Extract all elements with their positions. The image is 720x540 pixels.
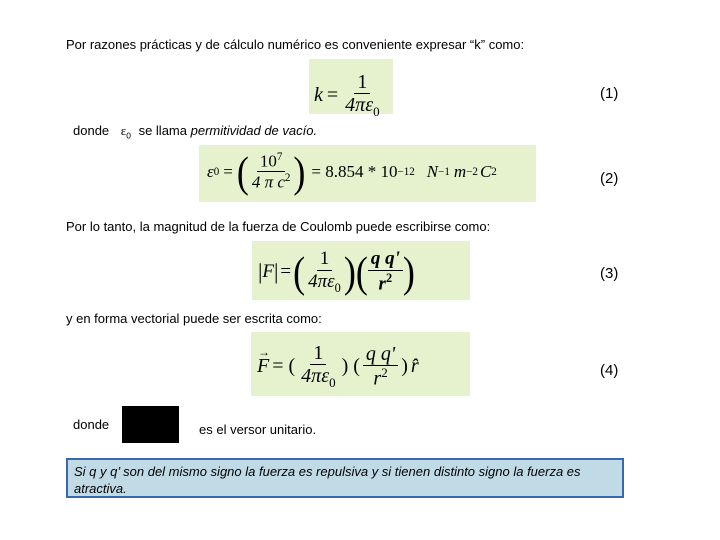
eq2-unit-m: m	[453, 161, 467, 181]
eq2-equals: =	[223, 161, 233, 181]
equation-3: | F | = ( $\frac{1}{4\pi\varepsilon_0}$ ) ( $\frac{\text{q q'}}{r^2}$ )	[252, 241, 470, 300]
equation-4	[251, 332, 470, 396]
eq3-den2: r	[378, 273, 386, 295]
eq2-number: (2)	[600, 170, 619, 187]
permitividad-term: permitividad de vacío.	[190, 123, 318, 138]
eq3-den2-sup: 2	[385, 270, 393, 285]
eq1-den-sub: 0	[373, 104, 380, 119]
eq1-number: (1)	[600, 85, 619, 102]
eq2-unit-m-exp: −2	[466, 165, 478, 178]
eq2-num: 10	[259, 151, 277, 171]
eq3-rparen1: )	[343, 248, 356, 297]
intro-text: Por razones prácticas y de cálculo numérico es conveniente expresar “k” como:	[66, 37, 525, 52]
eq4-fraction-1	[298, 342, 338, 391]
eq1-equals: =	[326, 83, 339, 106]
eq4-end: )	[401, 354, 408, 377]
eq2-unit-c-exp: 2	[491, 165, 497, 178]
donde-label: donde	[73, 123, 110, 138]
eq4-fraction-2	[363, 343, 398, 391]
eq1-lhs: k	[314, 83, 323, 106]
eq3-number: (3)	[600, 265, 619, 282]
eq3-den1-sub: 0	[334, 280, 341, 295]
versor-text: es el versor unitario.	[199, 422, 317, 437]
eq4-den2-sup: 2	[381, 364, 388, 380]
eq4-den1: 4πε	[301, 365, 330, 387]
versor-image-placeholder	[122, 406, 179, 443]
epsilon-symbol: ε	[120, 123, 127, 138]
note-box	[66, 458, 624, 498]
eq1-num: 1	[354, 71, 370, 94]
coulomb-text: Por lo tanto, la magnitud de la fuerza de Coulomb puede escribirse como:	[66, 219, 491, 234]
eq1-fraction	[342, 71, 382, 120]
eq4-num1: 1	[310, 342, 326, 365]
se-llama: se llama	[138, 123, 187, 138]
eq2-den-sup: 2	[284, 172, 291, 185]
eq4-den2: r	[373, 367, 382, 390]
eq2-den: 4 π c	[251, 173, 285, 192]
eq2-rparen: )	[293, 147, 306, 196]
eq4-den1-sub: 0	[329, 375, 336, 390]
eq2-exp: −12	[397, 165, 415, 178]
eq3-abs-left: |	[258, 259, 263, 285]
eq4-mid: ) (	[341, 354, 360, 377]
eq3-rparen2: )	[402, 248, 415, 297]
eq2-lparen: (	[236, 147, 249, 196]
eq3-num2: q q'	[368, 249, 403, 271]
eq2-value: = 8.854 * 10	[311, 161, 398, 181]
eq2-unit-n-exp: −1	[438, 165, 450, 178]
eq2-unit-n: N	[426, 161, 439, 181]
eq4-num2: q q'	[363, 343, 398, 366]
eq4-number: (4)	[600, 362, 619, 379]
eq2-fraction	[249, 151, 294, 193]
eq2-num-sup: 7	[276, 151, 283, 163]
eq3-fraction-1	[305, 249, 344, 295]
eq4-equals: = (	[272, 354, 296, 377]
vector-arrow-icon: →	[258, 344, 270, 359]
eq3-num1: 1	[317, 249, 333, 271]
eq4-rhat: r̂	[410, 354, 419, 377]
eq3-lhs: F	[262, 261, 275, 283]
donde-eps-line	[73, 123, 317, 141]
note-text: Si q y q’ son del mismo signo la fuerza es repulsiva y si tienen distinto signo la fuerza es atractiva.	[74, 464, 581, 496]
eq2-lhs: ε	[207, 161, 214, 181]
eq4-lhs: F	[257, 354, 270, 377]
eq2-lhs-sub: 0	[213, 165, 220, 178]
eq3-den1: 4πε	[308, 270, 335, 292]
eq2-unit-c: C	[479, 161, 492, 181]
epsilon-sub: 0	[126, 130, 131, 141]
equation-2	[199, 145, 536, 202]
eq3-lparen2: (	[355, 248, 368, 297]
eq3-abs-right: |	[274, 259, 279, 285]
eq3-fraction-2	[368, 249, 403, 295]
donde2-label: donde	[73, 417, 110, 432]
vectorial-text: y en forma vectorial puede ser escrita como:	[66, 311, 322, 326]
eq1-den: 4πε	[345, 94, 374, 116]
equation-1	[309, 59, 393, 119]
eq3-lparen1: (	[293, 248, 306, 297]
